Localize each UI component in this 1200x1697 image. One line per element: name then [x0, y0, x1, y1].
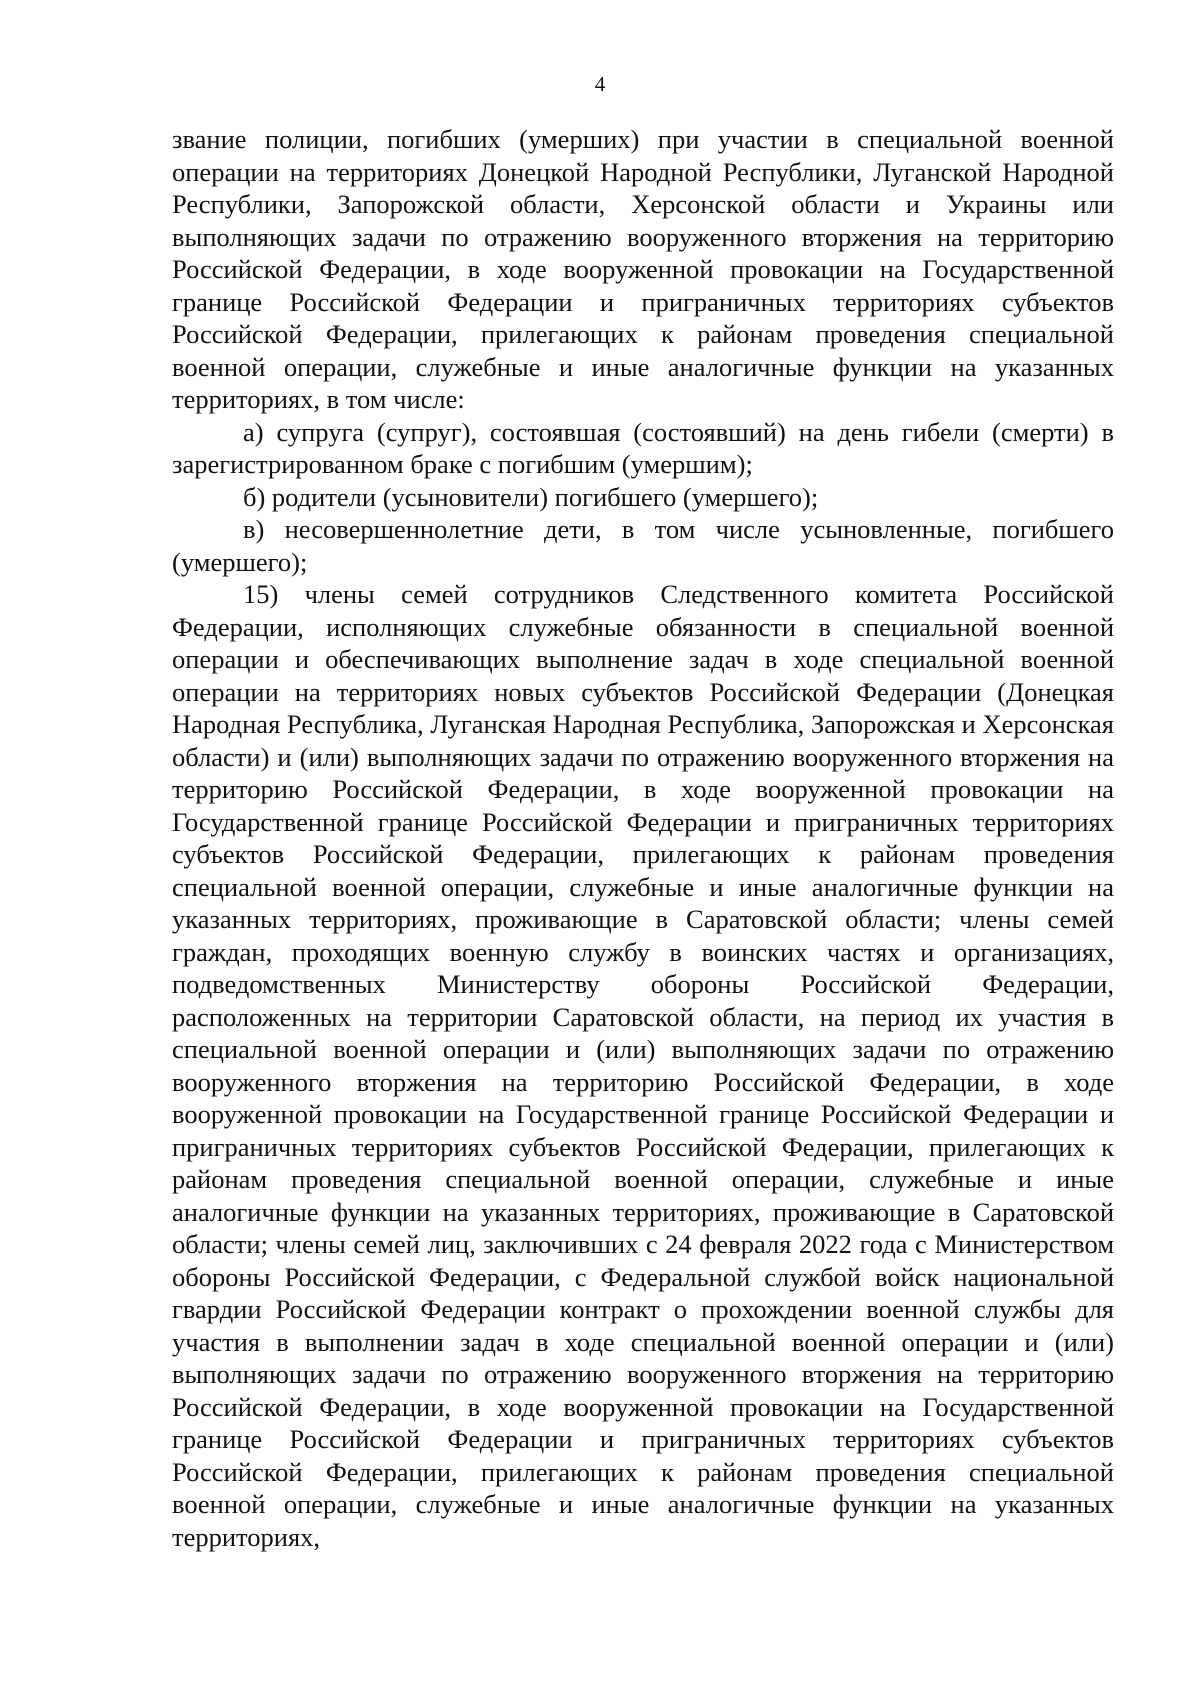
- page-number: 4: [594, 72, 606, 96]
- paragraph-intro-continuation: звание полиции, погибших (умерших) при участии в специальной военной операции на территориях Донецкой Народной Республики, Луганской Народной Республики, Запорожской области, Херсонской области и Украины или выполняющих задачи по отражению вооруженного вторжения на территорию Российской Федерации, в ходе вооруженной провокации на Государственной границе Российской Федерации и приграничных территориях субъектов Российской Федерации, прилегающих к районам проведения специальной военной операции, служебные и иные аналогичные функции на указанных территориях, в том числе:: [172, 124, 1114, 414]
- paragraph-item-b: б) родители (усыновители) погибшего (умершего);: [243, 481, 819, 512]
- paragraph-item-v: в) несовершеннолетние дети, в том числе усыновленные, погибшего (умершего);: [172, 514, 1114, 577]
- document-body: [172, 123, 1114, 1553]
- paragraph-item-15: 15) члены семей сотрудников Следственного комитета Российской Федерации, исполняющих служебные обязанности в специальной военной операции и обеспечивающих выполнение задач в ходе специальной военной операции на территориях новых субъектов Российской Федерации (Донецкая Народная Республика, Луганская Народная Республика, Запорожская и Херсонская области) и (или) выполняющих задачи по отражению вооруженного вторжения на территорию Российской Федерации, в ходе вооруженной провокации на Государственной границе Российской Федерации и приграничных территориях субъектов Российской Федерации, прилегающих к районам проведения специальной военной операции, служебные и иные аналогичные функции на указанных территориях, проживающие в Саратовской области; члены семей граждан, проходящих военную службу в воинских частях и организациях, подведомственных Министерству обороны Российской Федерации, расположенных на территории Саратовской области, на период их участия в специальной военной операции и (или) выполняющих задачи по отражению вооруженного вторжения на территорию Российской Федерации, в ходе вооруженной провокации на Государственной границе Российской Федерации и приграничных территориях субъектов Российской Федерации, прилегающих к районам проведения специальной военной операции, служебные и иные аналогичные функции на указанных территориях, проживающие в Саратовской области; члены семей лиц, заключивших с 24 февраля 2022 года с Министерством обороны Российской Федерации, с Федеральной службой войск национальной гвардии Российской Федерации контракт о прохождении военной службы для участия в выполнении задач в ходе специальной военной операции и (или) выполняющих задачи по отражению вооруженного вторжения на территорию Российской Федерации, в ходе вооруженной провокации на Государственной границе Российской Федерации и приграничных территориях субъектов Российской Федерации, прилегающих к районам проведения специальной военной операции, служебные и иные аналогичные функции на указанных территориях,: [172, 579, 1114, 1552]
- paragraph-item-a: а) супруга (супруг), состоявшая (состоявший) на день гибели (смерти) в зарегистрированном браке с погибшим (умершим);: [172, 416, 1114, 479]
